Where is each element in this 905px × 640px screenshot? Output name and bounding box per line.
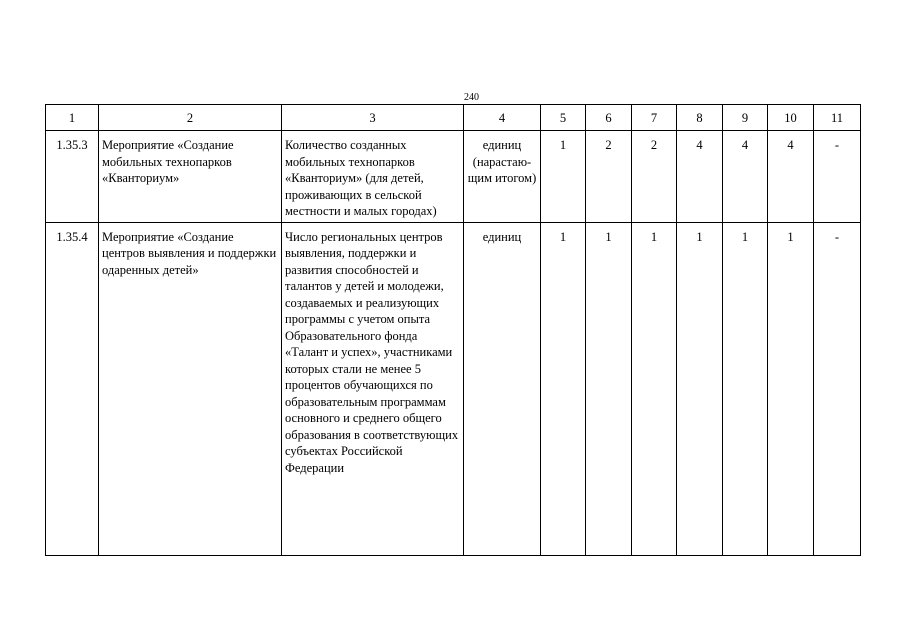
table-row — [46, 222, 861, 555]
row-unit: единиц (нарастаю-щим итогом) — [464, 131, 541, 223]
header-cell: 2 — [99, 105, 282, 131]
row-value: 2 — [586, 131, 632, 223]
row-value: 1 — [677, 222, 723, 555]
row-indicator: Количество созданных мобильных технопарков «Кванториум» (для детей, проживающих в сельской местности и малых городах) — [282, 131, 464, 223]
row-value: 1 — [586, 222, 632, 555]
header-cell: 10 — [768, 105, 814, 131]
row-event: Мероприятие «Создание мобильных технопарков «Кванториум» — [99, 131, 282, 223]
header-cell: 1 — [46, 105, 99, 131]
header-cell: 7 — [632, 105, 677, 131]
header-cell: 5 — [541, 105, 586, 131]
data-table — [45, 104, 861, 556]
row-value: 1 — [541, 222, 586, 555]
header-cell: 11 — [814, 105, 861, 131]
header-cell: 6 — [586, 105, 632, 131]
row-unit: единиц — [464, 222, 541, 555]
row-value: 1 — [541, 131, 586, 223]
row-value: 2 — [632, 131, 677, 223]
row-value: 4 — [723, 131, 768, 223]
row-value: 4 — [677, 131, 723, 223]
row-event: Мероприятие «Создание центров выявления и поддержки одаренных детей» — [99, 222, 282, 555]
header-cell: 3 — [282, 105, 464, 131]
header-row — [46, 105, 861, 131]
header-cell: 4 — [464, 105, 541, 131]
row-value: - — [814, 222, 861, 555]
table-row — [46, 131, 861, 223]
row-code: 1.35.4 — [46, 222, 99, 555]
row-value: 1 — [768, 222, 814, 555]
header-cell: 8 — [677, 105, 723, 131]
page-number: 240 — [464, 92, 479, 103]
row-value: - — [814, 131, 861, 223]
header-cell: 9 — [723, 105, 768, 131]
row-value: 4 — [768, 131, 814, 223]
row-value: 1 — [632, 222, 677, 555]
row-code: 1.35.3 — [46, 131, 99, 223]
row-indicator: Число региональных центров выявления, поддержки и развития способностей и талантов у детей и молодежи, создаваемых и реализующих программы с учетом опыта Образовательного фонда «Талант и успех», участниками которых стали не менее 5 процентов обучающихся по образовательным программам основного и среднего общего образования в соответствующих субъектах Российской Федерации — [282, 222, 464, 555]
row-value: 1 — [723, 222, 768, 555]
